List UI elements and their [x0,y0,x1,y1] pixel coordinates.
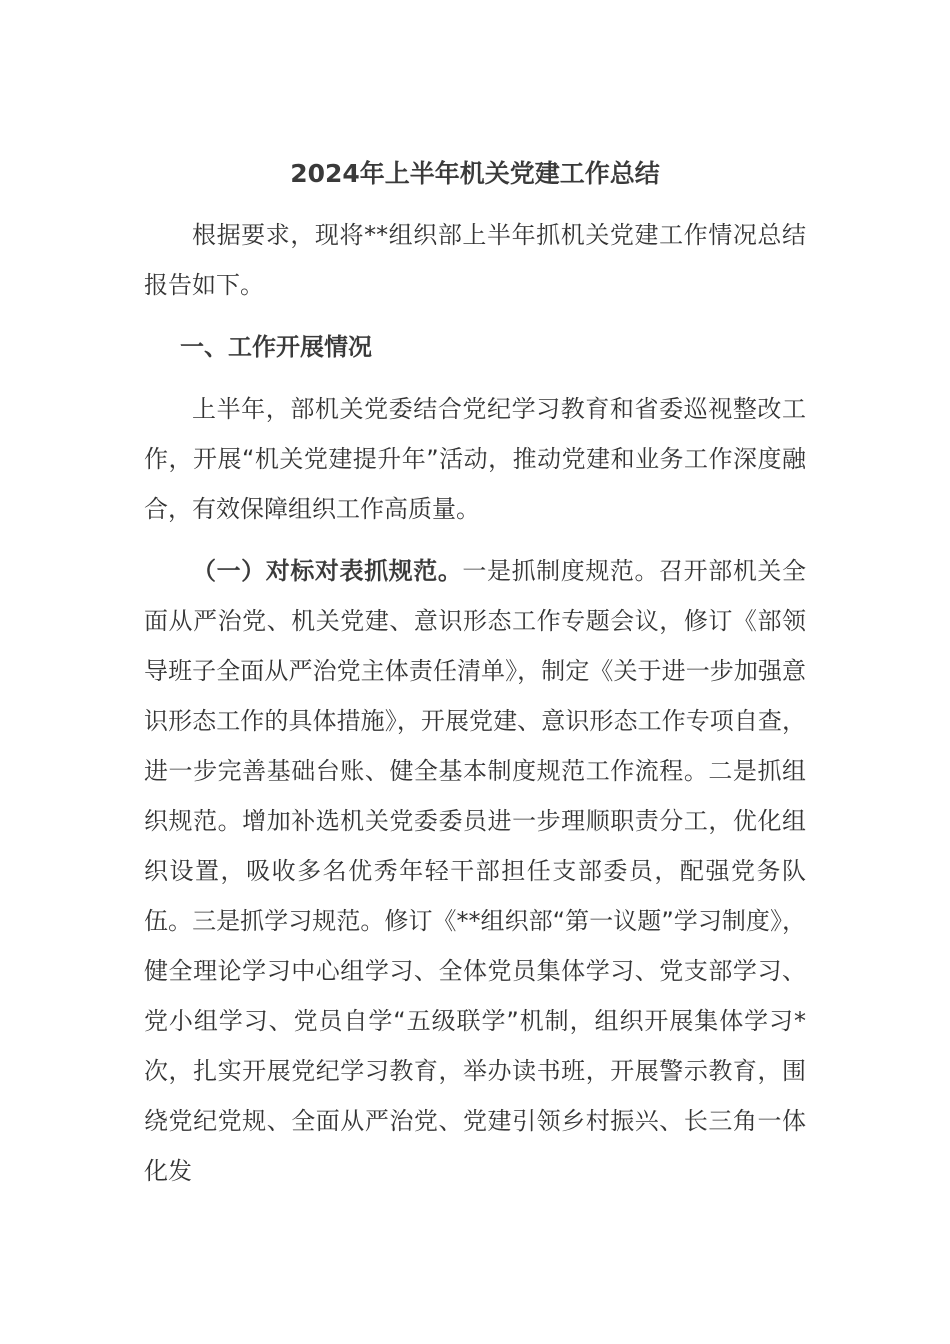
subsection-body: 一是抓制度规范。召开部机关全面从严治党、机关党建、意识形态工作专题会议，修订《部领导班子全面从严治党主体责任清单》，制定《关于进一步加强意识形态工作的具体措施》，开展党建、意识形态工作专项自查，进一步完善基础台账、健全基本制度规范工作流程。二是抓组织规范。增加补选机关党委委员进一步理顺职责分工，优化组织设置，吸收多名优秀年轻干部担任支部委员，配强党务队伍。三是抓学习规范。修订《**组织部“第一议题”学习制度》，健全理论学习中心组学习、全体党员集体学习、党支部学习、党小组学习、党员自学“五级联学”机制，组织开展集体学习*次，扎实开展党纪学习教育，举办读书班，开展警示教育，围绕党纪党规、全面从严治党、党建引领乡村振兴、长三角一体化发 [144,557,807,1185]
intro-paragraph: 根据要求，现将**组织部上半年抓机关党建工作情况总结报告如下。 [144,221,806,299]
document-page [144,150,806,1208]
section-heading: 一、工作开展情况 [180,333,372,361]
subsection-lead: （一）对标对表抓规范。 [192,557,463,585]
section-paragraph: 上半年，部机关党委结合党纪学习教育和省委巡视整改工作，开展“机关党建提升年”活动，推动党建和业务工作深度融合，有效保障组织工作高质量。 [144,395,806,523]
subsection-paragraph [144,546,806,1196]
document-title: 2024年上半年机关党建工作总结 [290,159,660,188]
